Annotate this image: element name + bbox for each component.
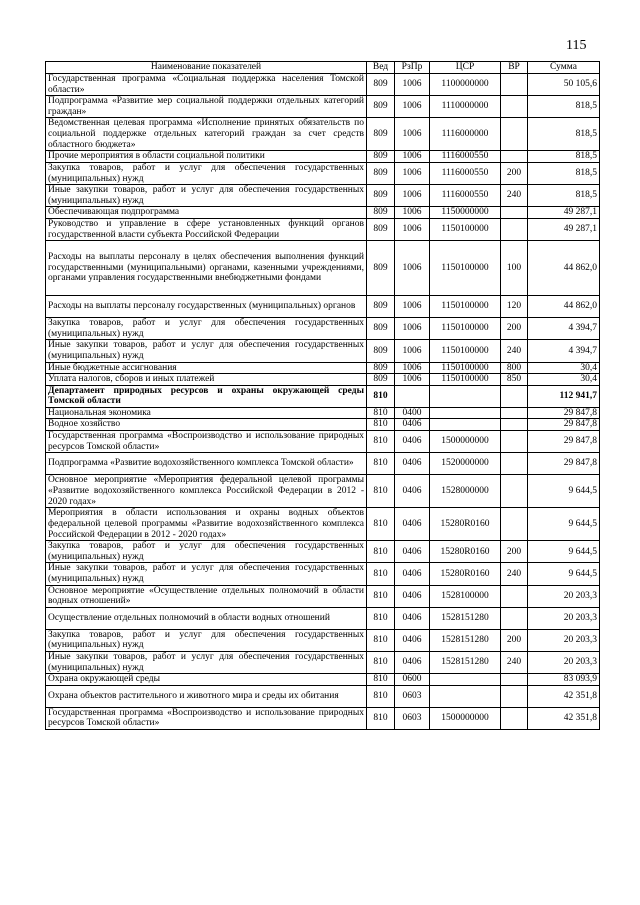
- cell-ved: 809: [367, 185, 395, 207]
- cell-sum: 9 644,5: [528, 475, 600, 508]
- cell-ved: 810: [367, 407, 395, 419]
- table-header-row: [46, 62, 600, 74]
- cell-rzpr: 1006: [395, 241, 430, 296]
- cell-ved: 810: [367, 431, 395, 453]
- table-row: [46, 629, 600, 651]
- cell-ved: 810: [367, 607, 395, 629]
- cell-ved: 810: [367, 508, 395, 541]
- cell-csr: 15280R0160: [430, 508, 501, 541]
- cell-sum: 29 847,8: [528, 419, 600, 431]
- cell-vr: [501, 407, 528, 419]
- cell-vr: [501, 419, 528, 431]
- cell-sum: 44 862,0: [528, 296, 600, 318]
- table-row: [46, 475, 600, 508]
- cell-name: Государственная программа «Социальная поддержка населения Томской области»: [46, 74, 367, 96]
- cell-vr: [501, 607, 528, 629]
- cell-name: Иные закупки товаров, работ и услуг для обеспечения государственных (муниципальных) нужд: [46, 652, 367, 674]
- cell-vr: 240: [501, 185, 528, 207]
- cell-csr: 1150100000: [430, 241, 501, 296]
- table-row: [46, 340, 600, 362]
- cell-csr: 1150100000: [430, 296, 501, 318]
- cell-vr: 240: [501, 340, 528, 362]
- cell-vr: [501, 674, 528, 686]
- cell-sum: 83 093,9: [528, 674, 600, 686]
- cell-ved: 809: [367, 218, 395, 240]
- cell-rzpr: 0406: [395, 453, 430, 475]
- cell-csr: [430, 674, 501, 686]
- table-row: [46, 218, 600, 240]
- table-row: [46, 563, 600, 585]
- cell-vr: [501, 96, 528, 118]
- cell-name: Закупка товаров, работ и услуг для обеспечения государственных (муниципальных) нужд: [46, 162, 367, 184]
- cell-csr: [430, 685, 501, 707]
- cell-vr: [501, 74, 528, 96]
- cell-rzpr: 0603: [395, 685, 430, 707]
- cell-rzpr: 0406: [395, 419, 430, 431]
- cell-vr: 200: [501, 629, 528, 651]
- cell-rzpr: 1006: [395, 218, 430, 240]
- cell-rzpr: 0600: [395, 674, 430, 686]
- cell-sum: 818,5: [528, 151, 600, 163]
- cell-rzpr: [395, 385, 430, 407]
- cell-name: Прочие мероприятия в области социальной политики: [46, 151, 367, 163]
- page-number: 115: [566, 38, 587, 53]
- cell-vr: 100: [501, 241, 528, 296]
- cell-csr: 1528151280: [430, 629, 501, 651]
- cell-ved: 810: [367, 453, 395, 475]
- table-row: [46, 585, 600, 607]
- cell-vr: [501, 508, 528, 541]
- cell-rzpr: 0400: [395, 407, 430, 419]
- cell-rzpr: 1006: [395, 185, 430, 207]
- cell-vr: 240: [501, 563, 528, 585]
- table-row: [46, 508, 600, 541]
- cell-vr: 200: [501, 162, 528, 184]
- cell-ved: 809: [367, 241, 395, 296]
- cell-csr: [430, 385, 501, 407]
- cell-name: Подпрограмма «Развитие водохозяйственного комплекса Томской области»: [46, 453, 367, 475]
- cell-rzpr: 0603: [395, 707, 430, 729]
- table-row: [46, 207, 600, 219]
- header-csr: ЦСР: [430, 62, 501, 74]
- cell-rzpr: 1006: [395, 296, 430, 318]
- cell-vr: [501, 585, 528, 607]
- cell-sum: 818,5: [528, 96, 600, 118]
- cell-ved: 810: [367, 652, 395, 674]
- cell-ved: 809: [367, 118, 395, 151]
- cell-sum: 29 847,8: [528, 407, 600, 419]
- cell-name: Уплата налогов, сборов и иных платежей: [46, 374, 367, 386]
- cell-rzpr: 1006: [395, 374, 430, 386]
- header-sum: Сумма: [528, 62, 600, 74]
- cell-name: Расходы на выплаты персоналу в целях обеспечения выполнения функций государственными (муниципальными) органами, казенными учреждениями, органами управления государственными внебюджетными фондами: [46, 241, 367, 296]
- cell-vr: [501, 685, 528, 707]
- cell-name: Национальная экономика: [46, 407, 367, 419]
- cell-sum: 9 644,5: [528, 508, 600, 541]
- cell-csr: [430, 407, 501, 419]
- cell-sum: 42 351,8: [528, 707, 600, 729]
- cell-name: Закупка товаров, работ и услуг для обеспечения государственных (муниципальных) нужд: [46, 318, 367, 340]
- table-row: [46, 652, 600, 674]
- cell-sum: 44 862,0: [528, 241, 600, 296]
- cell-ved: 810: [367, 707, 395, 729]
- cell-csr: 1528000000: [430, 475, 501, 508]
- cell-rzpr: 1006: [395, 318, 430, 340]
- cell-csr: 1150100000: [430, 374, 501, 386]
- cell-name: Охрана объектов растительного и животного мира и среды их обитания: [46, 685, 367, 707]
- cell-ved: 809: [367, 374, 395, 386]
- cell-sum: 30,4: [528, 362, 600, 374]
- cell-name: Обеспечивающая подпрограмма: [46, 207, 367, 219]
- cell-rzpr: 1006: [395, 207, 430, 219]
- cell-sum: 4 394,7: [528, 318, 600, 340]
- cell-sum: 29 847,8: [528, 453, 600, 475]
- cell-ved: 810: [367, 563, 395, 585]
- table-row: [46, 541, 600, 563]
- table-row: [46, 707, 600, 729]
- cell-vr: [501, 207, 528, 219]
- table-row: [46, 185, 600, 207]
- cell-csr: 15280R0160: [430, 563, 501, 585]
- cell-name: Мероприятия в области использования и охраны водных объектов федеральной целевой программы «Развитие водохозяйственного комплекса Российской Федерации в 2012 - 2020 годах»: [46, 508, 367, 541]
- cell-ved: 810: [367, 685, 395, 707]
- cell-name: Закупка товаров, работ и услуг для обеспечения государственных (муниципальных) нужд: [46, 629, 367, 651]
- cell-vr: [501, 151, 528, 163]
- cell-name: Департамент природных ресурсов и охраны окружающей среды Томской области: [46, 385, 367, 407]
- table-row: [46, 607, 600, 629]
- table-row: [46, 407, 600, 419]
- cell-name: Иные закупки товаров, работ и услуг для обеспечения государственных (муниципальных) нужд: [46, 185, 367, 207]
- cell-sum: 42 351,8: [528, 685, 600, 707]
- cell-vr: 200: [501, 541, 528, 563]
- cell-csr: 1116000550: [430, 162, 501, 184]
- cell-rzpr: 0406: [395, 652, 430, 674]
- cell-sum: 30,4: [528, 374, 600, 386]
- cell-vr: 240: [501, 652, 528, 674]
- cell-sum: 9 644,5: [528, 541, 600, 563]
- header-ved: Вед: [367, 62, 395, 74]
- cell-sum: 818,5: [528, 162, 600, 184]
- cell-name: Осуществление отдельных полномочий в области водных отношений: [46, 607, 367, 629]
- cell-rzpr: 1006: [395, 151, 430, 163]
- cell-vr: [501, 385, 528, 407]
- table-row: [46, 453, 600, 475]
- cell-ved: 809: [367, 96, 395, 118]
- cell-name: Руководство и управление в сфере установленных функций органов государственной власти субъекта Российской Федерации: [46, 218, 367, 240]
- cell-vr: [501, 431, 528, 453]
- cell-sum: 29 847,8: [528, 431, 600, 453]
- table-row: [46, 151, 600, 163]
- cell-csr: 1528151280: [430, 607, 501, 629]
- cell-ved: 809: [367, 296, 395, 318]
- table-row: [46, 318, 600, 340]
- cell-vr: 800: [501, 362, 528, 374]
- cell-csr: 1150100000: [430, 318, 501, 340]
- cell-rzpr: 0406: [395, 475, 430, 508]
- cell-rzpr: 1006: [395, 162, 430, 184]
- cell-csr: [430, 419, 501, 431]
- cell-sum: 112 941,7: [528, 385, 600, 407]
- cell-rzpr: 0406: [395, 508, 430, 541]
- cell-rzpr: 0406: [395, 607, 430, 629]
- cell-csr: 1110000000: [430, 96, 501, 118]
- cell-name: Иные закупки товаров, работ и услуг для обеспечения государственных (муниципальных) нужд: [46, 340, 367, 362]
- header-rzpr: РзПр: [395, 62, 430, 74]
- cell-ved: 809: [367, 74, 395, 96]
- cell-name: Государственная программа «Воспроизводство и использование природных ресурсов Томской области»: [46, 707, 367, 729]
- header-name: Наименование показателей: [46, 62, 367, 74]
- cell-rzpr: 0406: [395, 629, 430, 651]
- cell-ved: 810: [367, 585, 395, 607]
- cell-ved: 809: [367, 340, 395, 362]
- table-row: [46, 374, 600, 386]
- cell-csr: 1150000000: [430, 207, 501, 219]
- cell-vr: [501, 218, 528, 240]
- cell-vr: 200: [501, 318, 528, 340]
- budget-table: [45, 61, 600, 730]
- cell-sum: 49 287,1: [528, 218, 600, 240]
- cell-sum: 818,5: [528, 185, 600, 207]
- cell-csr: 1500000000: [430, 707, 501, 729]
- cell-csr: 1116000000: [430, 118, 501, 151]
- cell-sum: 50 105,6: [528, 74, 600, 96]
- cell-ved: 809: [367, 207, 395, 219]
- cell-vr: 120: [501, 296, 528, 318]
- cell-name: Ведомственная целевая программа «Исполнение принятых обязательств по социальной поддержке отдельных категорий граждан за счет средств областного бюджета»: [46, 118, 367, 151]
- cell-rzpr: 0406: [395, 541, 430, 563]
- cell-sum: 818,5: [528, 118, 600, 151]
- cell-ved: 809: [367, 162, 395, 184]
- cell-csr: 1100000000: [430, 74, 501, 96]
- cell-vr: 850: [501, 374, 528, 386]
- table-row: [46, 419, 600, 431]
- cell-sum: 20 203,3: [528, 607, 600, 629]
- cell-csr: 1528100000: [430, 585, 501, 607]
- cell-rzpr: 0406: [395, 431, 430, 453]
- table-row: [46, 118, 600, 151]
- cell-vr: [501, 707, 528, 729]
- cell-name: Охрана окружающей среды: [46, 674, 367, 686]
- cell-ved: 809: [367, 362, 395, 374]
- cell-name: Иные закупки товаров, работ и услуг для обеспечения государственных (муниципальных) нужд: [46, 563, 367, 585]
- table-row: [46, 162, 600, 184]
- cell-vr: [501, 118, 528, 151]
- cell-ved: 810: [367, 385, 395, 407]
- cell-csr: 1500000000: [430, 431, 501, 453]
- cell-vr: [501, 453, 528, 475]
- cell-ved: 810: [367, 629, 395, 651]
- cell-sum: 49 287,1: [528, 207, 600, 219]
- cell-sum: 20 203,3: [528, 585, 600, 607]
- cell-csr: 1116000550: [430, 151, 501, 163]
- cell-ved: 810: [367, 419, 395, 431]
- cell-rzpr: 0406: [395, 563, 430, 585]
- cell-name: Расходы на выплаты персоналу государственных (муниципальных) органов: [46, 296, 367, 318]
- cell-csr: 1528151280: [430, 652, 501, 674]
- cell-rzpr: 1006: [395, 118, 430, 151]
- cell-csr: 1150100000: [430, 218, 501, 240]
- table-row: [46, 241, 600, 296]
- cell-sum: 20 203,3: [528, 629, 600, 651]
- header-vr: ВР: [501, 62, 528, 74]
- cell-sum: 20 203,3: [528, 652, 600, 674]
- cell-rzpr: 1006: [395, 340, 430, 362]
- cell-sum: 4 394,7: [528, 340, 600, 362]
- cell-name: Иные бюджетные ассигнования: [46, 362, 367, 374]
- cell-csr: 1150100000: [430, 340, 501, 362]
- table-row: [46, 362, 600, 374]
- cell-name: Водное хозяйство: [46, 419, 367, 431]
- cell-ved: 810: [367, 475, 395, 508]
- table-row: [46, 685, 600, 707]
- table-body: [46, 74, 600, 730]
- cell-name: Закупка товаров, работ и услуг для обеспечения государственных (муниципальных) нужд: [46, 541, 367, 563]
- cell-ved: 810: [367, 674, 395, 686]
- table-row: [46, 674, 600, 686]
- cell-ved: 809: [367, 318, 395, 340]
- table-row: [46, 296, 600, 318]
- cell-sum: 9 644,5: [528, 563, 600, 585]
- cell-vr: [501, 475, 528, 508]
- cell-ved: 809: [367, 151, 395, 163]
- cell-rzpr: 1006: [395, 362, 430, 374]
- cell-csr: 1116000550: [430, 185, 501, 207]
- cell-ved: 810: [367, 541, 395, 563]
- table-row: [46, 431, 600, 453]
- cell-rzpr: 1006: [395, 74, 430, 96]
- table-row: [46, 96, 600, 118]
- cell-name: Основное мероприятие «Осуществление отдельных полномочий в области водных отношений»: [46, 585, 367, 607]
- cell-name: Государственная программа «Воспроизводство и использование природных ресурсов Томской области»: [46, 431, 367, 453]
- cell-rzpr: 1006: [395, 96, 430, 118]
- cell-name: Подпрограмма «Развитие мер социальной поддержки отдельных категорий граждан»: [46, 96, 367, 118]
- cell-csr: 15280R0160: [430, 541, 501, 563]
- table-row: [46, 74, 600, 96]
- cell-csr: 1150100000: [430, 362, 501, 374]
- cell-name: Основное мероприятие «Мероприятия федеральной целевой программы «Развитие водохозяйственного комплекса Российской Федерации в 2012 - 2020 годах»: [46, 475, 367, 508]
- cell-csr: 1520000000: [430, 453, 501, 475]
- table-row: [46, 385, 600, 407]
- cell-rzpr: 0406: [395, 585, 430, 607]
